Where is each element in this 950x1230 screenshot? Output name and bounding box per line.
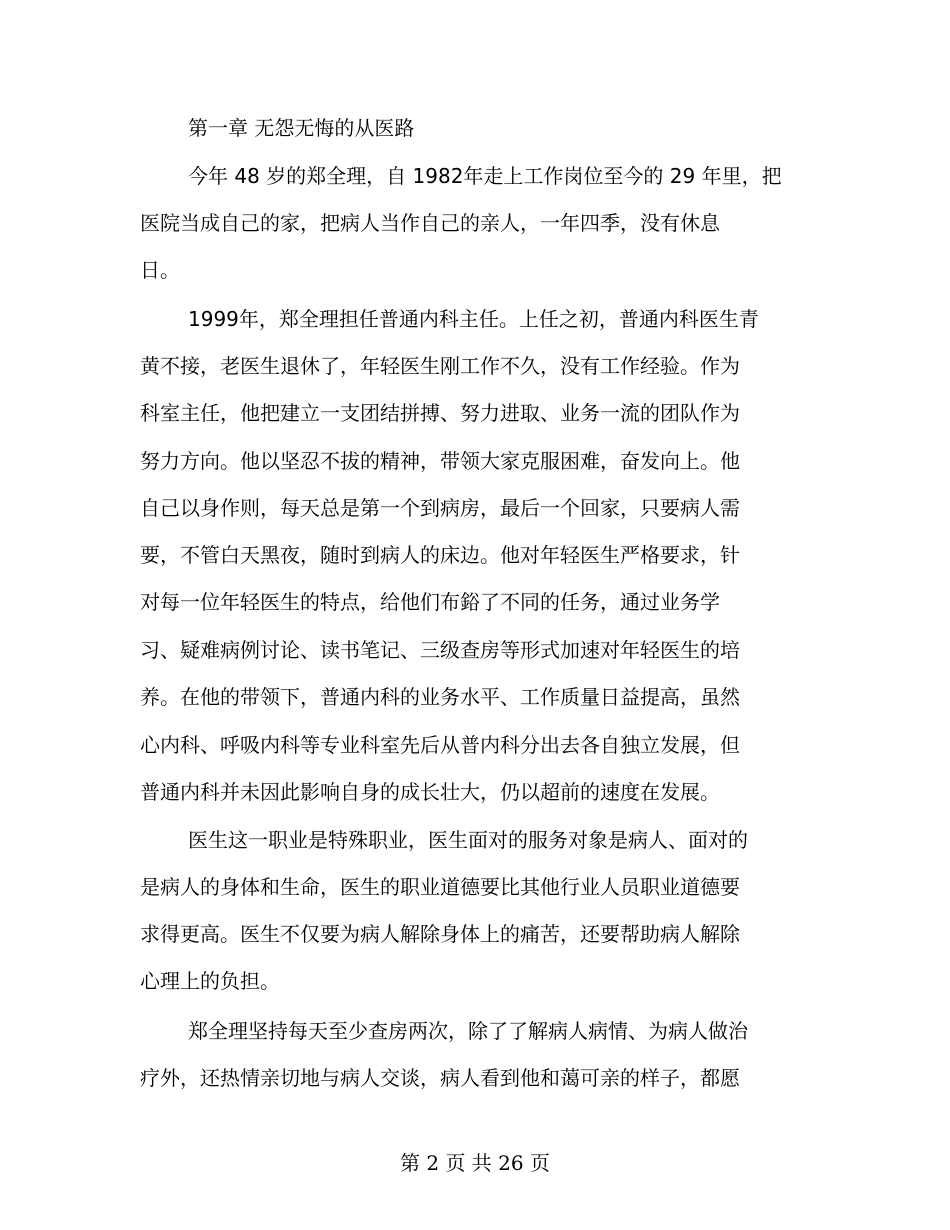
paragraph-2-line-6: 要，不管白天黑夜，随时到病人的床边。他对年轻医生严格要求，针	[140, 543, 740, 567]
paragraph-2-line-3: 科室主任，他把建立一支团结拼搏、努力进取、业务一流的团队作为	[140, 401, 740, 425]
paragraph-2-line-7: 对每一位年轻医生的特点，给他们布鋊了不同的任务，通过业务学	[140, 590, 720, 614]
paragraph-4-line-1: 郑全理坚持每天至少查房两次，除了了解病人病情、为病人做治	[188, 1019, 748, 1043]
chapter-title: 第一章 无怨无悔的从医路	[188, 116, 415, 140]
paragraph-2-line-5: 自己以身作则，每天总是第一个到病房，最后一个回家，只要病人需	[140, 496, 740, 520]
paragraph-2-line-8: 习、疑难病例讨论、读书笔记、三级查房等形式加速对年轻医生的培	[140, 638, 740, 662]
paragraph-1-line-3: 日。	[140, 258, 180, 282]
paragraph-2-line-10: 心内科、呼吸内科等专业科室先后从普内科分出去各自独立发展，但	[140, 733, 740, 757]
paragraph-3-line-4: 心理上的负担。	[140, 969, 280, 993]
paragraph-1-line-1: 今年 48 岁的郑全理，自 1982年走上工作岗位至今的 29 年里，把	[188, 164, 782, 188]
paragraph-2-line-4: 努力方向。他以坚忍不拔的精神，带领大家克服困难，奋发向上。他	[140, 449, 740, 473]
paragraph-3-line-1: 医生这一职业是特殊职业，医生面对的服务对象是病人、面对的	[188, 828, 748, 852]
page-number-footer: 第 2 页 共 26 页	[400, 1151, 550, 1175]
paragraph-4-line-2: 疗外，还热情亲切地与病人交谈，病人看到他和蔼可亲的样子，都愿	[140, 1066, 740, 1090]
paragraph-2-line-9: 养。在他的带领下，普通内科的业务水平、工作质量日益提高，虽然	[140, 685, 740, 709]
paragraph-3-line-3: 求得更高。医生不仅要为病人解除身体上的痛苦，还要帮助病人解除	[140, 922, 740, 946]
paragraph-1-line-2: 医院当成自己的家，把病人当作自己的亲人，一年四季，没有休息	[140, 211, 720, 235]
paragraph-3-line-2: 是病人的身体和生命，医生的职业道德要比其他行业人员职业道德要	[140, 875, 740, 899]
paragraph-2-line-2: 黄不接，老医生退休了，年轻医生刚工作不久，没有工作经验。作为	[140, 354, 740, 378]
paragraph-2-line-1: 1999年，郑全理担任普通内科主任。上任之初，普通内科医生青	[188, 307, 759, 331]
paragraph-2-line-11: 普通内科并未因此影响自身的成长壮大，仍以超前的速度在发展。	[140, 780, 720, 804]
